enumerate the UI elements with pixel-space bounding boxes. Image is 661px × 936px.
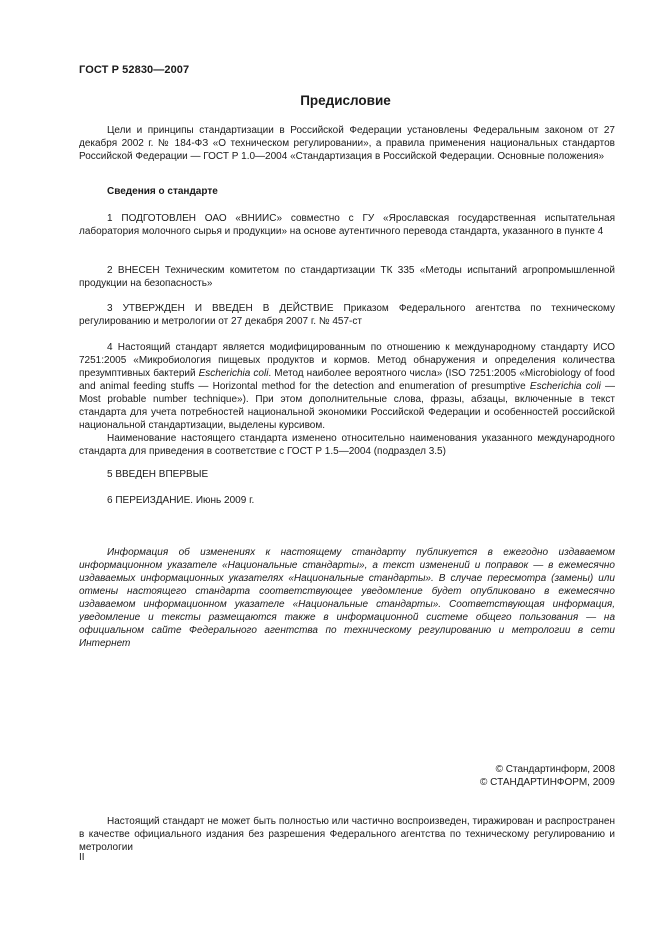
item-4-note: Наименование настоящего стандарта изменено относительно наименования указанного международного стандарта для приведения в соответствие с ГОСТ Р 1.5—2004 (подраздел 3.5)	[79, 433, 615, 457]
item-2: 2 ВНЕСЕН Техническим комитетом по стандартизации ТК 335 «Методы испытаний агропромышленной продукции на безопасность»	[79, 265, 615, 289]
item-3-block	[79, 302, 615, 328]
legal-notice: Настоящий стандарт не может быть полностью или частично воспроизведен, тиражирован и распространен в качестве официального издания без разрешения Федерального агентства по техническому регулированию и метрологии	[79, 816, 615, 853]
item-3: 3 УТВЕРЖДЕН И ВВЕДЕН В ДЕЙСТВИЕ Приказом Федерального агентства по техническому регулированию и метрологии от 27 декабря 2007 г. № 457-ст	[79, 303, 615, 327]
item-1: 1 ПОДГОТОВЛЕН ОАО «ВНИИС» совместно с ГУ «Ярославская государственная испытательная лаборатория молочного сырья и продукции» на основе аутентичного перевода стандарта, указанного в пункте 4	[79, 213, 615, 237]
item-4-species-1: Escherichia coli	[198, 368, 269, 379]
legal-block	[79, 815, 615, 854]
page-number: II	[79, 852, 85, 863]
intro-paragraph: Цели и принципы стандартизации в Российской Федерации установлены Федеральным законом от 27 декабря 2002 г. № 184-ФЗ «О техническом регулировании», а правила применения национальных стандартов Российской Федерации — ГОСТ Р 1.0—2004 «Стандартизация в Российской Федерации. Основные положения»	[79, 125, 615, 162]
item-5: 5 ВВЕДЕН ВПЕРВЫЕ	[107, 469, 209, 480]
item-1-block	[79, 212, 615, 238]
item-4	[79, 341, 615, 432]
copyright-line-1: © Стандартинформ, 2008	[495, 764, 615, 775]
info-notice: Информация об изменениях к настоящему стандарту публикуется в ежегодно издаваемом информационном указателе «Национальные стандарты», а текст изменений и поправок — в ежемесячно издаваемых информационных указателях «Национальные стандарты». В случае пересмотра (замены) или отмены настоящего стандарта соответствующее уведомление будет опубликовано в ежемесячно издаваемом информационном указателе «Национальные стандарты». Соответствующая информация, уведомление и тексты размещаются также в информационной системе общего пользования — на официальном сайте Федерального агентства по техническому регулированию и метрологии в сети Интернет	[79, 547, 615, 649]
item-6: 6 ПЕРЕИЗДАНИЕ. Июнь 2009 г.	[107, 495, 255, 506]
copyright-line-2: © СТАНДАРТИНФОРМ, 2009	[480, 777, 615, 788]
item-4-text-a: 4 Настоящий стандарт является модифицированным по отношению к международному стандарту ИСО 7251:2005 «Микробиология пищевых продуктов и кормов. Метод обнаружения и определения количества презумптивных бактерий	[79, 342, 615, 379]
item-5-block	[79, 468, 615, 481]
item-4-species-2: Escherichia coli	[529, 381, 601, 392]
page-title: Предисловие	[300, 93, 391, 108]
item-4-block	[79, 341, 615, 458]
info-notice-block	[79, 546, 615, 650]
item-2-block	[79, 264, 615, 290]
copyright-block	[480, 763, 615, 789]
item-4-text-c: . Метод наиболее вероятного числа» (ISO 7251:2005 «Microbiology of food and animal feeding stuffs — Horizontal method for the detection and enumeration of presumptive	[79, 368, 615, 392]
item-6-block	[79, 494, 615, 507]
item-4-text-e: — Most probable number technique»). При этом дополнительные слова, фразы, абзацы, включенные в текст стандарта для учета потребностей национальной экономики Российской Федерации и особенностей российской национальной стандартизации, выделены курсивом.	[79, 381, 615, 431]
section-heading-block	[79, 185, 615, 198]
intro-block	[79, 124, 615, 163]
document-header: ГОСТ Р 52830—2007	[79, 64, 190, 76]
section-heading: Сведения о стандарте	[107, 186, 218, 197]
